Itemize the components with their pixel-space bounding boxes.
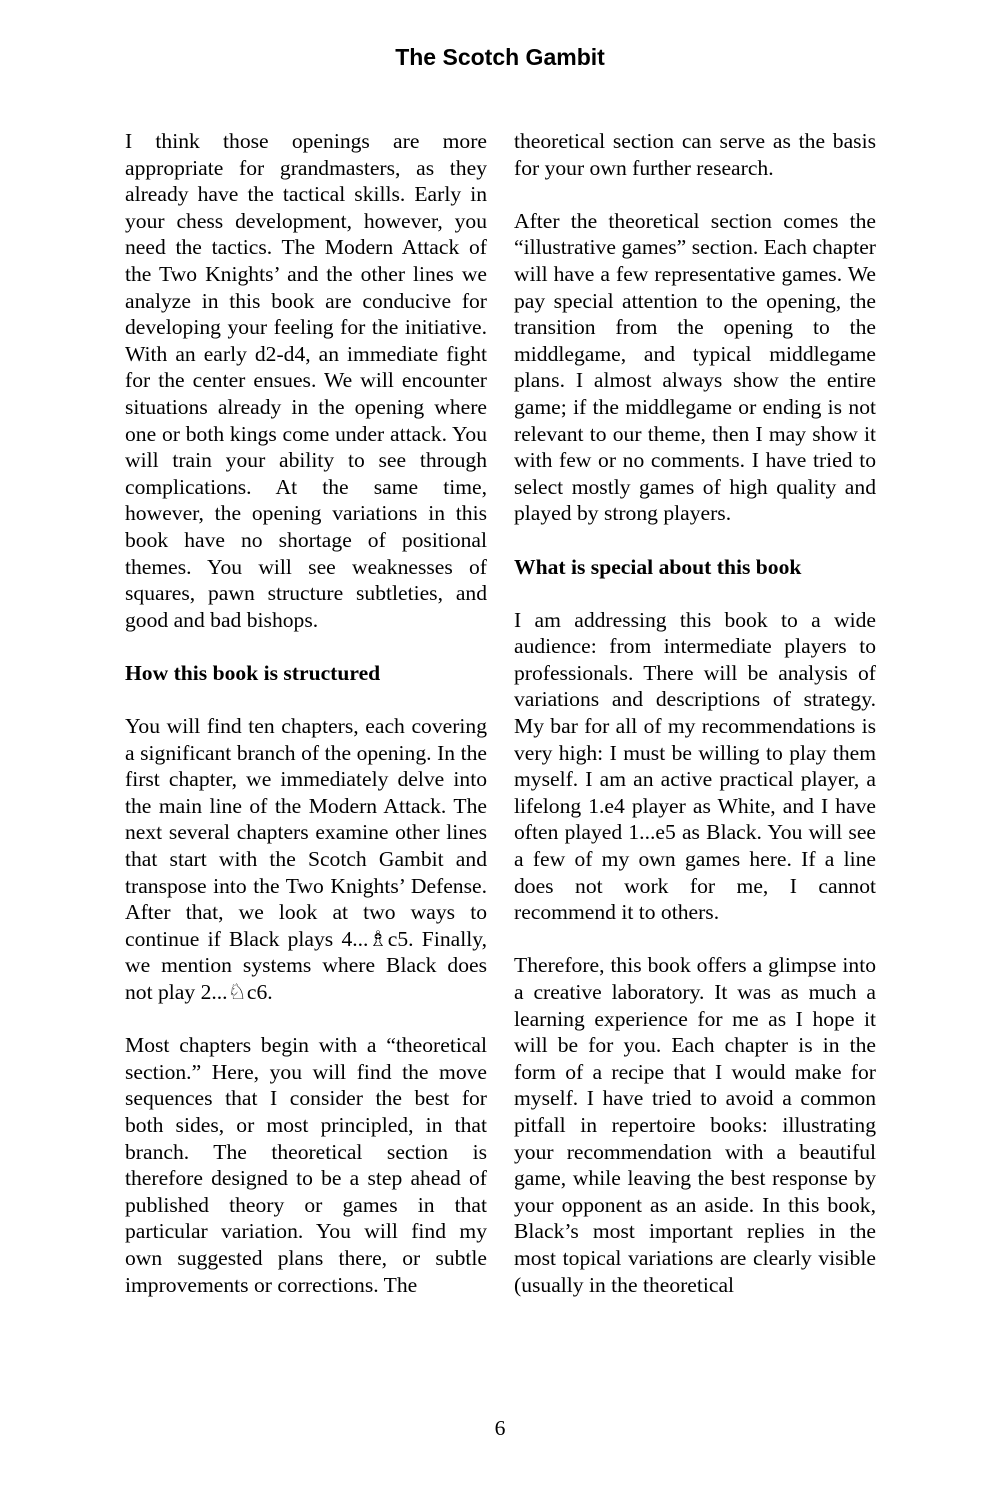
paragraph-audience: I am addressing this book to a wide audience: from intermediate players to professionals. There will be analysis of variations and descriptions of strategy. My bar for all of my recommendations is very high: I must be willing to play them myself. I am an active practical player, a lifelong 1.e4 player as White, and I have often played 1...e5 as Black. You will see a few of my own games here. If a line does not work for me, I cannot recommend it to others. — [514, 607, 876, 925]
section-heading-special: What is special about this book — [514, 554, 802, 579]
paragraph-illustrative-games: After the theoretical section comes the “illustrative games” section. Each chapter will have a few representative games. We pay special attention to the opening, the transition from the opening to the middlegame, and typical middlegame plans. I almost always show the entire game; if the middlegame or ending is not relevant to our theme, then I may show it with few or no comments. I have tried to select mostly games of high quality and played by strong players. — [514, 208, 876, 526]
page-number: 6 — [494, 1416, 506, 1440]
paragraph-openings: I think those openings are more appropriate for grandmasters, as they already have the tactical skills. Early in your chess development, however, you need the tactics. The Modern Attack of the Two Knights’ and the other lines we analyze in this book are conducive for developing your feeling for the initiative. With an early d2-d4, an immediate fight for the center ensues. We will encounter situations already in the opening where one or both kings come under attack. You will train your ability to see through complications. At the same time, however, the opening variations in this book have no shortage of positional themes. You will see weaknesses of squares, pawn structure subtleties, and good and bad bishops. — [125, 129, 487, 632]
running-head-title: The Scotch Gambit — [395, 44, 605, 70]
paragraph-laboratory: Therefore, this book offers a glimpse into a creative laboratory. It was as much a learning experience for me as I hope it will be for you. Each chapter is in the form of a recipe that I would make for myself. I have tried to avoid a common pitfall in repertoire books: illustrating your recommendation with a beautiful game, while leaving the best response by your opponent as an aside. In this book, Black’s most important replies in the most topical variations are clearly visible (usually in the theoretical — [514, 953, 876, 1297]
paragraph-chapters: You will find ten chapters, each covering a significant branch of the opening. In the first chapter, we immediately delve into the main line of the Modern Attack. The next several chapters examine other lines that start with the Scotch Gambit and transpose into the Two Knights’ Defense. After that, we look at two ways to continue if Black plays 4...♗c5. Finally, we mention systems where Black does not play 2...♘c6. — [125, 714, 487, 1004]
paragraph-theoretical-section: Most chapters begin with a “theoretical section.” Here, you will find the move sequences that I consider the best for both sides, or most principled, in that branch. The theoretical section is therefore designed to be a step ahead of published theory or games in that particular variation. You will find my own suggested plans there, or subtle improvements or corrections. The — [125, 1033, 487, 1297]
left-column — [125, 128, 487, 1298]
right-column — [514, 128, 876, 1298]
section-heading-structure: How this book is structured — [125, 660, 381, 685]
paragraph-research: theoretical section can serve as the basis for your own further research. — [514, 129, 876, 180]
